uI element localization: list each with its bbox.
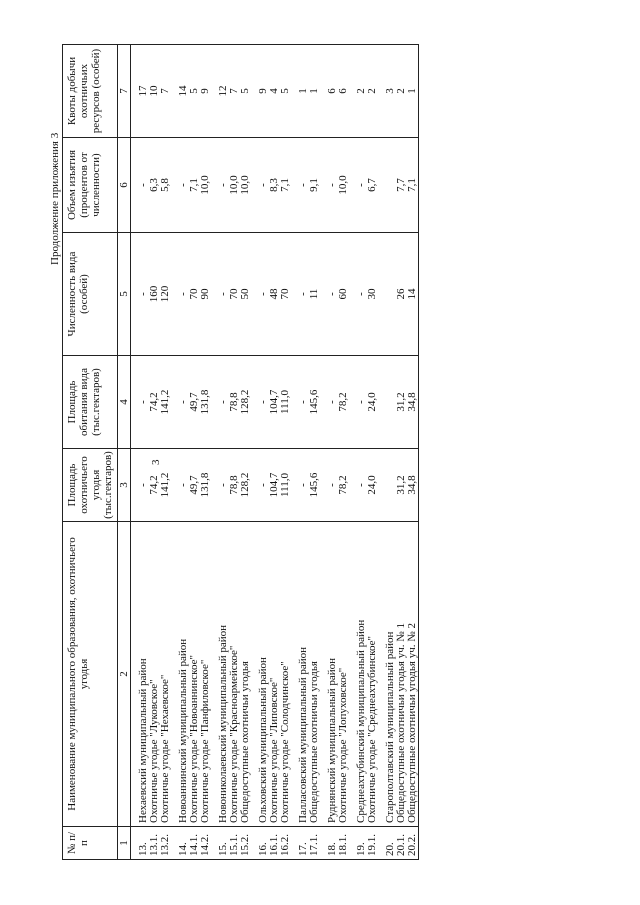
row-name: Палласовский муниципальный район (298, 522, 309, 827)
header-habitat: Площадь обитания вида (тыс.гектаров) (63, 356, 118, 449)
row-habitat: 78,8 (229, 356, 240, 449)
table-row (367, 45, 378, 860)
header-population: Численность вида (особей) (63, 233, 118, 356)
row-area: 145,6 (309, 449, 320, 522)
row-population: - (138, 233, 149, 356)
row-number: 15.2. (240, 827, 251, 860)
row-area: 78,8 (229, 449, 240, 522)
row-harvest: - (258, 138, 269, 233)
row-habitat: - (356, 356, 367, 449)
row-number: 19. (356, 827, 367, 860)
row-name: Старополтавский муниципальный район (385, 522, 396, 827)
row-number: 20. (385, 827, 396, 860)
row-area: - (218, 449, 229, 522)
row-quota: 6 (338, 45, 349, 138)
row-area: 31,2 (396, 449, 407, 522)
row-area: - (258, 449, 269, 522)
header-name: Наименование муниципального образования, охотничьего угодья (63, 522, 118, 827)
row-harvest: - (298, 138, 309, 233)
row-harvest: 8,3 (269, 138, 280, 233)
row-harvest: 10,0 (200, 138, 211, 233)
row-population: - (178, 233, 189, 356)
row-habitat: - (178, 356, 189, 449)
row-habitat: 49,7 (189, 356, 200, 449)
row-population: 48 (269, 233, 280, 356)
row-name: Общедоступные охотничьи угодья уч. № 2 (407, 522, 419, 827)
row-harvest: 7,7 (396, 138, 407, 233)
row-name: Ольховский муниципальный район (258, 522, 269, 827)
col-number: 2 (118, 522, 131, 827)
row-quota: 12 (218, 45, 229, 138)
row-name: Руднянский муниципальный район (327, 522, 338, 827)
row-number: 20.2. (407, 827, 419, 860)
row-number: 18. (327, 827, 338, 860)
row-number: 17. (298, 827, 309, 860)
header-number: № п/п (63, 827, 118, 860)
row-population: 11 (309, 233, 320, 356)
table-row (160, 45, 171, 860)
row-population: 26 (396, 233, 407, 356)
row-harvest: 10,0 (240, 138, 251, 233)
table-body (118, 45, 419, 860)
row-quota: 3 (385, 45, 396, 138)
row-quota: 5 (280, 45, 291, 138)
row-population: 60 (338, 233, 349, 356)
row-name: Общедоступные охотничьи угодья (240, 522, 251, 827)
header-quota: Квоты добычи охотничьих ресурсов (особей) (63, 45, 118, 138)
row-number: 15. (218, 827, 229, 860)
row-population: 30 (367, 233, 378, 356)
row-quota: 5 (189, 45, 200, 138)
row-harvest: - (327, 138, 338, 233)
row-population: - (327, 233, 338, 356)
row-number: 13.2. (160, 827, 171, 860)
row-habitat: - (298, 356, 309, 449)
row-area: 74,2 (149, 449, 160, 522)
row-name: Охотничье угодье "Луковское" (149, 522, 160, 827)
row-area: 34,8 (407, 449, 419, 522)
row-number: 20.1. (396, 827, 407, 860)
row-harvest: - (218, 138, 229, 233)
row-number: 14.1. (189, 827, 200, 860)
row-population: 50 (240, 233, 251, 356)
row-quota: 2 (367, 45, 378, 138)
row-number: 17.1. (309, 827, 320, 860)
col-number: 7 (118, 45, 131, 138)
row-habitat: 34,8 (407, 356, 419, 449)
col-number: 4 (118, 356, 131, 449)
row-habitat: 141,2 (160, 356, 171, 449)
row-quota: 1 (309, 45, 320, 138)
row-name: Новониколаевский муниципальный район (218, 522, 229, 827)
table-row (200, 45, 211, 860)
row-area: - (298, 449, 309, 522)
table-row (280, 45, 291, 860)
row-harvest: 9,1 (309, 138, 320, 233)
row-population: 160 (149, 233, 160, 356)
spacer-cell (378, 449, 385, 522)
row-area: - (138, 449, 149, 522)
row-area: - (356, 449, 367, 522)
row-habitat: 31,2 (396, 356, 407, 449)
row-habitat: 24,0 (367, 356, 378, 449)
row-quota: 7 (229, 45, 240, 138)
row-number: 16.1. (269, 827, 280, 860)
row-number: 19.1. (367, 827, 378, 860)
header-area: Площадь охотничьего угодья (тыс.гектаров) (63, 449, 118, 522)
row-quota: 9 (258, 45, 269, 138)
row-area: - (178, 449, 189, 522)
row-quota: 2 (396, 45, 407, 138)
row-area: 111,0 (280, 449, 291, 522)
row-area: - (327, 449, 338, 522)
row-quota: 4 (269, 45, 280, 138)
col-number: 1 (118, 827, 131, 860)
row-quota: 1 (407, 45, 419, 138)
row-name: Охотничье угодье "Красноармейское" (229, 522, 240, 827)
table-row (407, 45, 419, 860)
table-row (309, 45, 320, 860)
header-harvest: Объем изъятия (процентов от численности) (63, 138, 118, 233)
row-name: Среднеахтубинский муниципальный район (356, 522, 367, 827)
col-number: 3 (118, 449, 131, 522)
row-population: 14 (407, 233, 419, 356)
row-harvest: - (356, 138, 367, 233)
row-area: 49,7 (189, 449, 200, 522)
spacer-cell (378, 233, 385, 356)
row-habitat: 131,8 (200, 356, 211, 449)
row-harvest: 7,1 (407, 138, 419, 233)
row-population: 70 (189, 233, 200, 356)
row-population: 120 (160, 233, 171, 356)
row-population: - (218, 233, 229, 356)
row-number: 13. (138, 827, 149, 860)
spacer-cell (378, 356, 385, 449)
row-habitat: 145,6 (309, 356, 320, 449)
row-number: 18.1. (338, 827, 349, 860)
row-name: Новоаннинский муниципальный район (178, 522, 189, 827)
row-name: Охотничье угодье "Солодчинское" (280, 522, 291, 827)
row-quota: 6 (327, 45, 338, 138)
page-number: 3 (150, 459, 162, 465)
row-name: Охотничье угодье "Панфиловское" (200, 522, 211, 827)
row-quota: 10 (149, 45, 160, 138)
column-number-row (118, 45, 131, 860)
row-name: Охотничье угодье "Лопуховское" (338, 522, 349, 827)
row-name: Нехаевский муниципальный район (138, 522, 149, 827)
row-number: 13.1. (149, 827, 160, 860)
row-quota: 7 (160, 45, 171, 138)
row-habitat: - (218, 356, 229, 449)
row-habitat: 128,2 (240, 356, 251, 449)
row-population: 90 (200, 233, 211, 356)
row-harvest: 6,7 (367, 138, 378, 233)
row-area: 131,8 (200, 449, 211, 522)
row-area: 78,2 (338, 449, 349, 522)
quota-table (62, 44, 419, 860)
row-harvest: 10,0 (338, 138, 349, 233)
row-name: Охотничье угодье "Среднеахтубинское" (367, 522, 378, 827)
row-habitat: - (138, 356, 149, 449)
row-population: - (258, 233, 269, 356)
row-harvest: 5,8 (160, 138, 171, 233)
row-population: 70 (280, 233, 291, 356)
row-name: Общедоступные охотничьи угодья уч. № 1 (396, 522, 407, 827)
spacer-cell (378, 138, 385, 233)
row-area: 141,2 (160, 449, 171, 522)
row-harvest: 6,3 (149, 138, 160, 233)
row-harvest: - (178, 138, 189, 233)
row-quota: 17 (138, 45, 149, 138)
row-population: 70 (229, 233, 240, 356)
col-number: 6 (118, 138, 131, 233)
row-name: Охотничье угодье "Нехаевское" (160, 522, 171, 827)
row-harvest: 7,1 (189, 138, 200, 233)
row-habitat: 78,2 (338, 356, 349, 449)
row-area: 128,2 (240, 449, 251, 522)
row-habitat: 104,7 (269, 356, 280, 449)
row-number: 16.2. (280, 827, 291, 860)
row-quota: 1 (298, 45, 309, 138)
row-number: 14.2. (200, 827, 211, 860)
header-row (63, 45, 118, 860)
row-quota: 9 (200, 45, 211, 138)
row-area: 24,0 (367, 449, 378, 522)
row-number: 16. (258, 827, 269, 860)
row-name: Общедоступные охотничьи угодья (309, 522, 320, 827)
row-population: - (356, 233, 367, 356)
col-number: 5 (118, 233, 131, 356)
row-area: 104,7 (269, 449, 280, 522)
row-name: Охотничье угодье "Липовское" (269, 522, 280, 827)
row-habitat: - (327, 356, 338, 449)
row-quota: 14 (178, 45, 189, 138)
row-name: Охотничье угодье "Новоаннинское" (189, 522, 200, 827)
row-habitat: 111,0 (280, 356, 291, 449)
row-quota: 5 (240, 45, 251, 138)
row-quota: 2 (356, 45, 367, 138)
row-harvest: 10,0 (229, 138, 240, 233)
row-harvest: - (138, 138, 149, 233)
continuation-label: Продолжение приложения 3 (49, 132, 61, 265)
row-harvest: 7,1 (280, 138, 291, 233)
row-habitat: 74,2 (149, 356, 160, 449)
table-row (338, 45, 349, 860)
row-number: 14. (178, 827, 189, 860)
row-habitat: - (258, 356, 269, 449)
row-population: - (298, 233, 309, 356)
row-number: 15.1. (229, 827, 240, 860)
table-row (240, 45, 251, 860)
